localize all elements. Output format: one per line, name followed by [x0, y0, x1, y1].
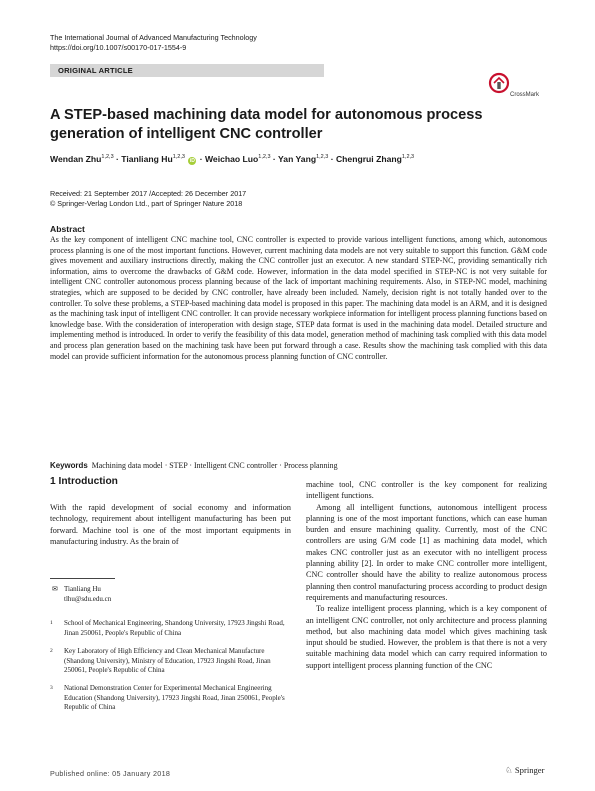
article-type: ORIGINAL ARTICLE	[58, 66, 133, 75]
author[interactable]: Weichao Luo$^{1,2,3}$	[204, 154, 271, 164]
publisher-logo	[505, 765, 544, 776]
intro-left-column	[50, 502, 291, 547]
author[interactable]: Chengrui Zhang$^{1,2,3}$	[335, 154, 415, 164]
section-heading: 1 Introduction	[50, 476, 118, 487]
abstract-text: As the key component of intelligent CNC machine tool, CNC controller is expected to provide various intelligent functions, among which, autonomous process planning is one of the most important functions. However, current machining data models are not very suitable to support this function. G&M code gives movement and auxiliary instructions directly, making the CNC controller just an executor. A new standard STEP-NC, providing semantically rich information, aims to overcome the drawbacks of G&M code. However, information in the data model specified in STEP-NC is not very suitable for intelligent CNC controller autonomous process planning because of the lack of important machining requirements. Also, in STEP-NC model, machining strategies, which are supposed to be decided by CNC controller, have already been included. Namely, decision right is not totally handed over to the controller. To solve these problems, a STEP-based machining data model is proposed in this paper. The machining data model is an ARM, and it is designed as the machining task input of intelligent CNC controller. It can provide necessary workpiece information for intelligent process planning functions based on knowledge base. With the consideration of interoperation with design stage, STEP data format is used in the machining data model. Detailed structure and implementing method is introduced. In order to verify the feasibility of this data model, generation method of machining task complied with this data model and process plan generation based on the machining task have been put forward through a case. Results show the machining task complied with this data model can provide sufficient information for the autonomous process planning function of CNC controller.	[50, 235, 547, 361]
envelope-icon: ✉	[52, 585, 58, 593]
corresponding-author: Tianliang Hu	[64, 585, 101, 593]
journal-header	[50, 33, 257, 53]
intro-paragraph: With the rapid development of social economy and information technology, requirement about intelligent manufacturing has been put forward. Machine tool is one of the most important equipments in manufacturing industry. As the brain of	[50, 503, 291, 546]
intro-right-column	[306, 479, 547, 671]
keywords-label: Keywords	[50, 461, 88, 470]
correspondence	[50, 584, 291, 604]
abstract-heading: Abstract	[50, 224, 85, 234]
publisher-name: Springer	[514, 765, 545, 775]
intro-paragraph: Among all intelligent functions, autonomous intelligent process planning is one of the most important functions, which can ease human burden and ensure machining quality. Currently, most of the CNC controllers are using G/M code [1] as machining data model, which makes CNC controller just as an executor with no intelligent process planning ability [2]. In order to make CNC controller more intelligent, CNC controller should have the ability to realize autonomous process planning then control manufacturing process according to product design requirements and manufacturing resources.	[306, 502, 547, 602]
publication-dates	[50, 189, 246, 209]
doi-link[interactable]: https://doi.org/10.1007/s00170-017-1554-9	[50, 43, 187, 52]
intro-paragraph: machine tool, CNC controller is the key component for realizing intelligent functions.	[306, 480, 547, 501]
affiliation: 3 National Demonstration Center for Experimental Mechanical Engineering Education (Shandong University), 17923 Jingshi Road, Jinan 250061, People's Republic of China	[50, 684, 285, 712]
received-accepted: Received: 21 September 2017 /Accepted: 26 December 2017	[50, 189, 247, 198]
footnote-divider	[50, 578, 115, 579]
keywords	[50, 461, 547, 470]
corresponding-email[interactable]: tlhu@sdu.edu.cn	[64, 595, 112, 603]
affiliation: 2 Key Laboratory of High Efficiency and Clean Mechanical Manufacture (Shandong University), Ministry of Education, 17923 Jingshi Road, Jinan 250061, People's Republic of China	[50, 647, 271, 675]
affiliation: 1 School of Mechanical Engineering, Shandong University, 17923 Jingshi Road, Jinan 250061, People's Republic of China	[50, 619, 285, 637]
article-type-band	[50, 64, 324, 77]
copyright-notice: © Springer-Verlag London Ltd., part of Springer Nature 2018	[50, 199, 243, 208]
crossmark-label: CrossMark	[510, 92, 540, 98]
intro-paragraph: To realize intelligent process planning, which is a key component of an intelligent CNC controller, not only architecture and process planning method, but also machining data model which gives machining task input should be studied. However, the problem is that there is not a very suitable machining data model which can carry required information to support intelligent process planning function of the CNC	[306, 604, 547, 670]
crossmark-badge[interactable]	[488, 72, 548, 98]
springer-horse-icon: ♘	[505, 765, 513, 775]
author[interactable]: Wendan Zhu$^{1,2,3}$	[50, 154, 114, 164]
keywords-text: Machining data model · STEP · Intelligent CNC controller · Process planning	[91, 461, 338, 470]
published-online: Published online: 05 January 2018	[50, 769, 171, 778]
journal-name: The International Journal of Advanced Manufacturing Technology	[50, 33, 257, 42]
author-list: Wendan Zhu$^{1,2,3}$ · Tianliang Hu$^{1,2,3}$ iD · Weichao Luo$^{1,2,3}$ · Yan Yang$^{1,2,3}$ · Chengrui Zhang$^{1,2,3}$	[50, 154, 415, 164]
author[interactable]: Yan Yang$^{1,2,3}$	[278, 154, 329, 164]
paper-title: A STEP-based machining data model for autonomous process generation of intelligent CNC controller	[50, 107, 483, 142]
author[interactable]: Tianliang Hu$^{1,2,3}$	[121, 154, 185, 164]
orcid-icon[interactable]: iD	[189, 158, 195, 164]
crossmark-icon	[488, 72, 548, 98]
